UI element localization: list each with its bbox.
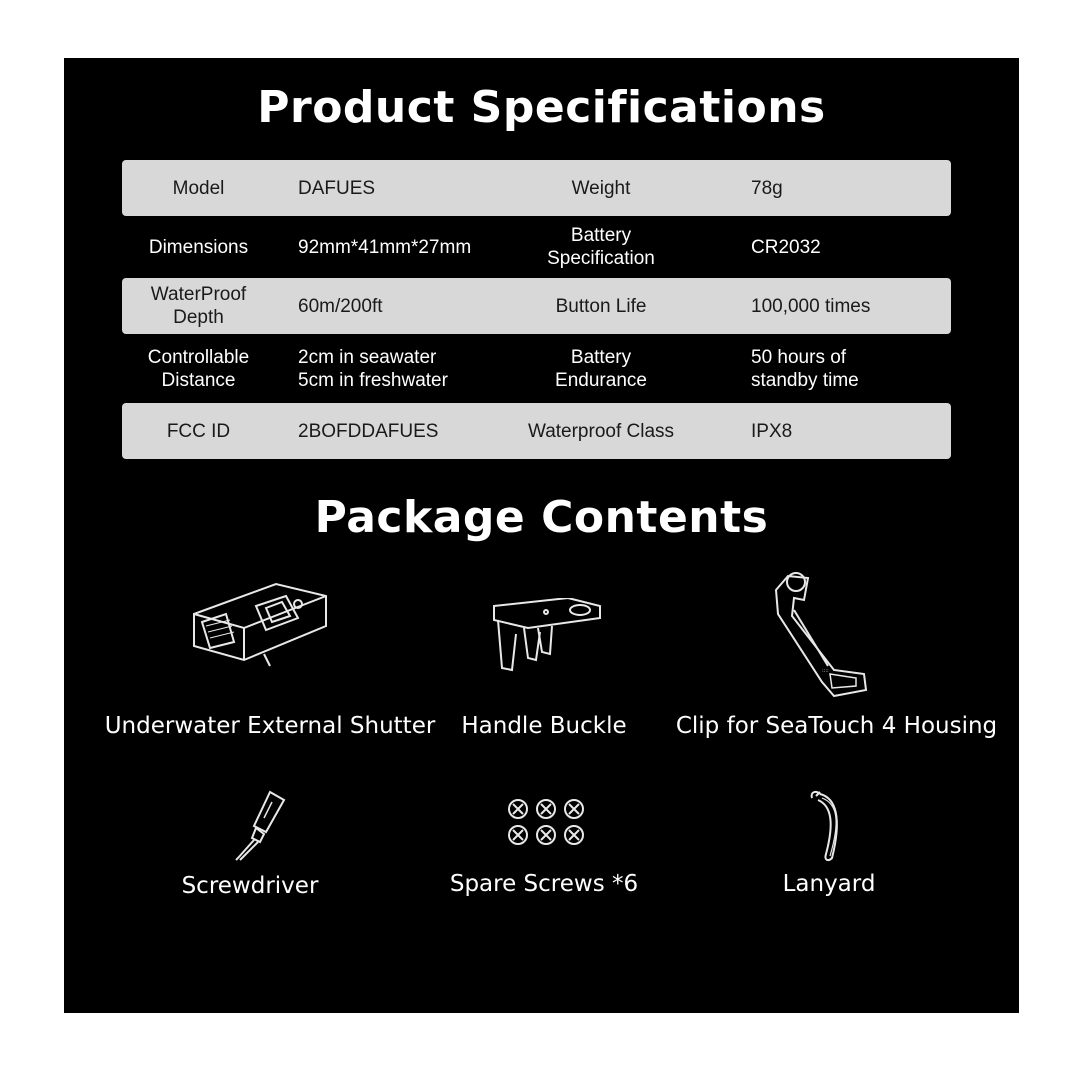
spec-label: Battery Specification bbox=[547, 225, 655, 269]
item-label: Clip for SeaTouch 4 Housing bbox=[675, 713, 998, 739]
spec-value: IPX8 bbox=[751, 420, 793, 442]
lanyard-icon bbox=[802, 788, 852, 864]
item-label: Underwater External Shutter bbox=[104, 713, 436, 739]
spec-row-dimensions bbox=[122, 218, 951, 276]
svg-text:::::: :::: bbox=[822, 668, 829, 674]
shutter-icon bbox=[186, 574, 336, 674]
item-label: Spare Screws *6 bbox=[449, 871, 639, 897]
spec-row-waterproof-depth bbox=[122, 278, 951, 334]
package-item bbox=[160, 873, 340, 899]
spec-label: Waterproof Class bbox=[527, 420, 675, 442]
item-label: Lanyard bbox=[782, 871, 876, 897]
package-item bbox=[444, 871, 644, 897]
specifications-title: Product Specifications bbox=[257, 82, 826, 133]
item-label: Screwdriver bbox=[181, 873, 319, 899]
spec-label: Weight bbox=[571, 177, 631, 199]
spec-value: 2BOFDDAFUES bbox=[298, 420, 439, 442]
spec-row-controllable-distance bbox=[122, 338, 951, 400]
item-label: Handle Buckle bbox=[461, 713, 627, 739]
screws-icon bbox=[506, 796, 588, 850]
screwdriver-icon bbox=[232, 788, 292, 863]
spec-value: 92mm*41mm*27mm bbox=[298, 236, 472, 258]
package-item bbox=[669, 713, 1004, 739]
spec-label: Button Life bbox=[555, 295, 647, 317]
spec-sheet-panel bbox=[64, 58, 1019, 1013]
spec-label: Controllable Distance bbox=[147, 347, 250, 391]
spec-label: FCC ID bbox=[166, 420, 231, 442]
spec-label: Dimensions bbox=[148, 236, 249, 258]
spec-value: 100,000 times bbox=[751, 295, 871, 317]
spec-value: 78g bbox=[751, 177, 783, 199]
spec-value: DAFUES bbox=[298, 177, 376, 199]
package-contents-title: Package Contents bbox=[314, 492, 769, 543]
package-item bbox=[90, 713, 450, 739]
spec-label: Battery Endurance bbox=[555, 347, 647, 391]
handle-buckle-icon bbox=[488, 598, 608, 678]
spec-value: 2cm in seawater 5cm in freshwater bbox=[298, 347, 448, 391]
package-item bbox=[444, 713, 644, 739]
spec-label: Model bbox=[172, 177, 225, 199]
spec-value: 50 hours of standby time bbox=[751, 347, 859, 391]
package-item bbox=[729, 871, 929, 897]
spec-label: WaterProof Depth bbox=[150, 284, 247, 328]
clip-icon bbox=[764, 570, 874, 705]
spec-value: CR2032 bbox=[751, 236, 821, 258]
spec-value: 60m/200ft bbox=[298, 295, 383, 317]
spec-row-model bbox=[122, 160, 951, 216]
spec-row-fcc-id bbox=[122, 403, 951, 459]
